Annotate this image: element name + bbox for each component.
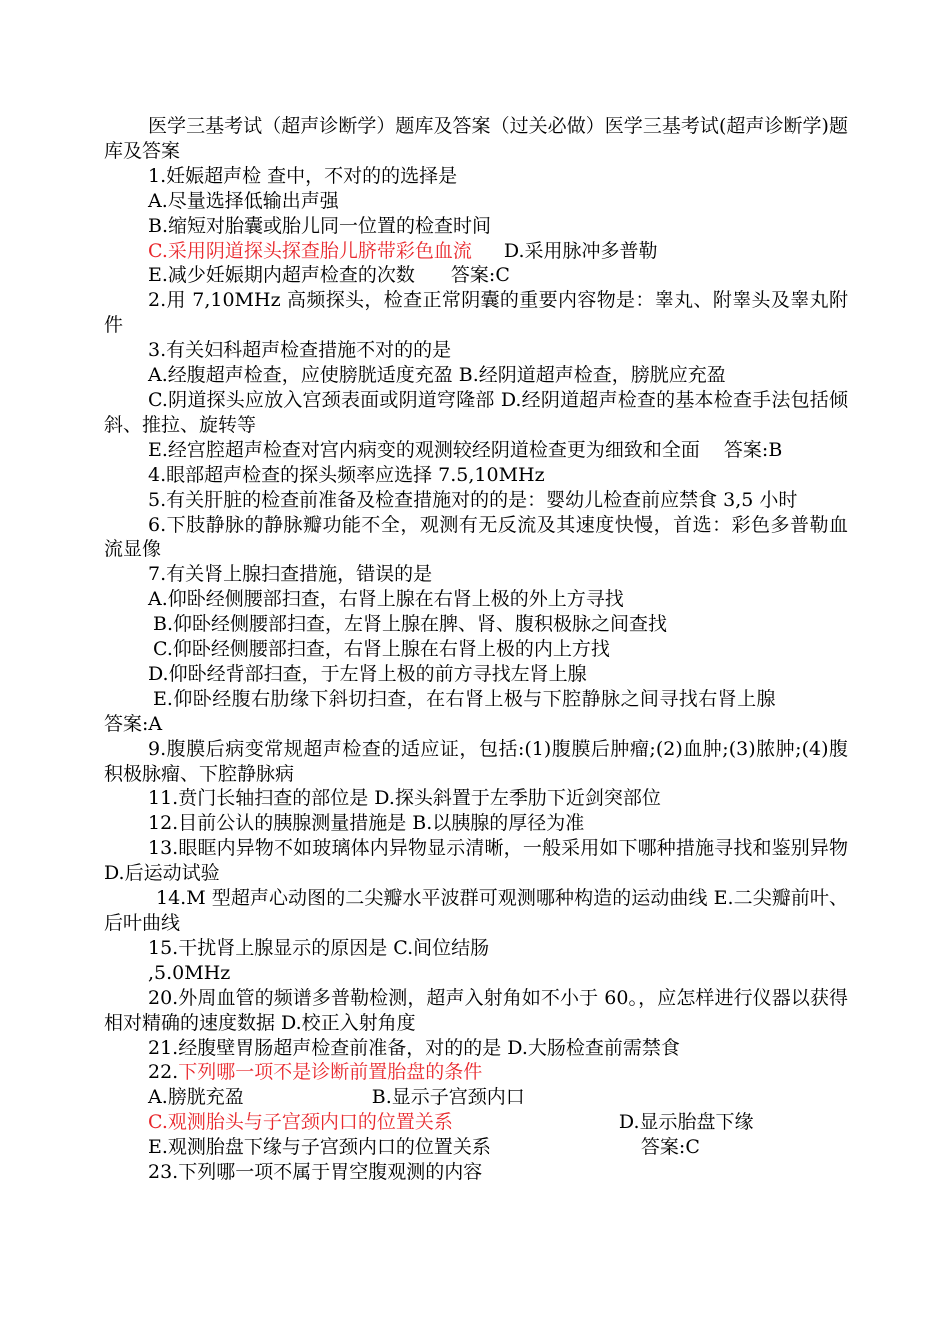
q22-answer: 答案:C — [640, 1136, 700, 1159]
q23: 23.下列哪一项不属于胃空腹观测的内容 — [148, 1161, 483, 1184]
q20: 20.外周血管的频谱多普勒检测，超声入射角如不小于 60。，应怎样进行仪器以获得相对精确的速度数据 D.校正入射角度 — [104, 986, 848, 1034]
q13: 13.眼眶内异物不如玻璃体内异物显示清晰，一般采用如下哪种措施寻找和鉴别异物 D.后运动试验 — [104, 837, 848, 885]
q14: 14.M 型超声心动图的二尖瓣水平波群可观测哪种构造的运动曲线 E.二尖瓣前叶、后叶曲线 — [104, 887, 848, 934]
q7-option-d: D.仰卧经背部扫查，于左肾上极的前方寻找左肾上腺 — [148, 662, 587, 685]
document-body — [104, 114, 848, 1185]
q6: 6.下肢静脉的静脉瓣功能不全，观测有无反流及其速度快慢，首选：彩色多普勒血流显像 — [104, 513, 848, 561]
q22-option-c: C.观测胎头与子宫颈内口的位置关系 — [148, 1111, 453, 1134]
q1-option-e: E.减少妊娠期内超声检查的次数 — [148, 264, 415, 287]
q1-option-d: D.采用脉冲多普勒 — [503, 239, 658, 262]
document-title: 医学三基考试（超声诊断学）题库及答案（过关必做）医学三基考试(超声诊断学)题库及答案 — [104, 115, 848, 162]
q9: 9.腹膜后病变常规超声检查的适应证，包括:(1)腹膜后肿瘤;(2)血肿;(3)脓肿;(4)腹积极脉瘤、下腔静脉病 — [104, 737, 848, 785]
q3-options-cd: C.阴道探头应放入宫颈表面或阴道穹隆部 D.经阴道超声检查的基本检查手法包括倾斜、推拉、旋转等 — [104, 388, 848, 436]
q1-option-e-line — [104, 263, 848, 288]
q1-answer: 答案:C — [450, 264, 510, 287]
q22-stem-line — [104, 1060, 848, 1085]
q3-option-e-line — [104, 438, 848, 463]
q22-options-cd — [104, 1110, 848, 1135]
q22-option-b: B.显示子宫颈内口 — [371, 1086, 525, 1109]
q7-stem: 7.有关肾上腺扫查措施，错误的是 — [148, 563, 433, 586]
q3-stem: 3.有关妇科超声检查措施不对的的是 — [148, 339, 452, 362]
q22-number: 22. — [148, 1061, 179, 1084]
q22-option-e: E.观测胎盘下缘与子宫颈内口的位置关系 — [148, 1136, 491, 1159]
q22-option-e-line — [104, 1135, 848, 1160]
q4: 4.眼部超声检查的探头频率应选择 7.5,10MHz — [148, 463, 545, 486]
q7-option-b: B.仰卧经侧腰部扫查，左肾上腺在脾、肾、腹积极脉之间查找 — [153, 613, 668, 636]
frequency-fragment: ,5.0MHz — [148, 961, 231, 984]
q1-options-cd — [104, 239, 848, 264]
q22-option-a: A.膀胱充盈 — [148, 1086, 244, 1109]
q3-options-ab: A.经腹超声检查，应使膀胱适度充盈 B.经阴道超声检查，膀胱应充盈 — [148, 364, 726, 387]
q2: 2.用 7,10MHz 高频探头，检查正常阴囊的重要内容物是：睾丸、附睾头及睾丸附件 — [104, 289, 848, 337]
q1-stem: 1.妊娠超声检 查中，不对的的选择是 — [148, 164, 458, 187]
q1-option-c: C.采用阴道探头探查胎儿脐带彩色血流 — [148, 239, 472, 262]
q1-option-a: A.尽量选择低输出声强 — [148, 189, 339, 212]
q7-option-e: E.仰卧经腹右肋缘下斜切扫查，在右肾上极与下腔静脉之间寻找右肾上腺 — [153, 687, 776, 710]
q7-option-e-line — [104, 687, 848, 737]
q7-answer: 答案:A — [104, 712, 163, 735]
q1-option-b: B.缩短对胎囊或胎儿同一位置的检查时间 — [148, 214, 492, 237]
q5: 5.有关肝脏的检查前准备及检查措施对的的是：婴幼儿检查前应禁食 3,5 小时 — [148, 488, 798, 511]
q11: 11.贲门长轴扫查的部位是 D.探头斜置于左季肋下近剑突部位 — [148, 787, 661, 810]
q22-stem: 下列哪一项不是诊断前置胎盘的条件 — [178, 1061, 483, 1084]
q7-option-c: C.仰卧经侧腰部扫查，右肾上腺在右肾上极的内上方找 — [153, 638, 610, 661]
q7-option-a: A.仰卧经侧腰部扫查，右肾上腺在右肾上极的外上方寻找 — [148, 588, 624, 611]
q21: 21.经腹壁胃肠超声检查前准备，对的的是 D.大肠检查前需禁食 — [148, 1036, 680, 1059]
q3-option-e: E.经宫腔超声检查对宫内病变的观测较经阴道检查更为细致和全面 — [148, 438, 700, 461]
q22-options-ab — [104, 1085, 848, 1110]
q3-answer: 答案:B — [723, 438, 783, 461]
q22-option-d: D.显示胎盘下缘 — [618, 1111, 754, 1134]
q12: 12.目前公认的胰腺测量措施是 B.以胰腺的厚径为准 — [148, 812, 585, 835]
q15: 15.干扰肾上腺显示的原因是 C.间位结肠 — [148, 936, 490, 959]
